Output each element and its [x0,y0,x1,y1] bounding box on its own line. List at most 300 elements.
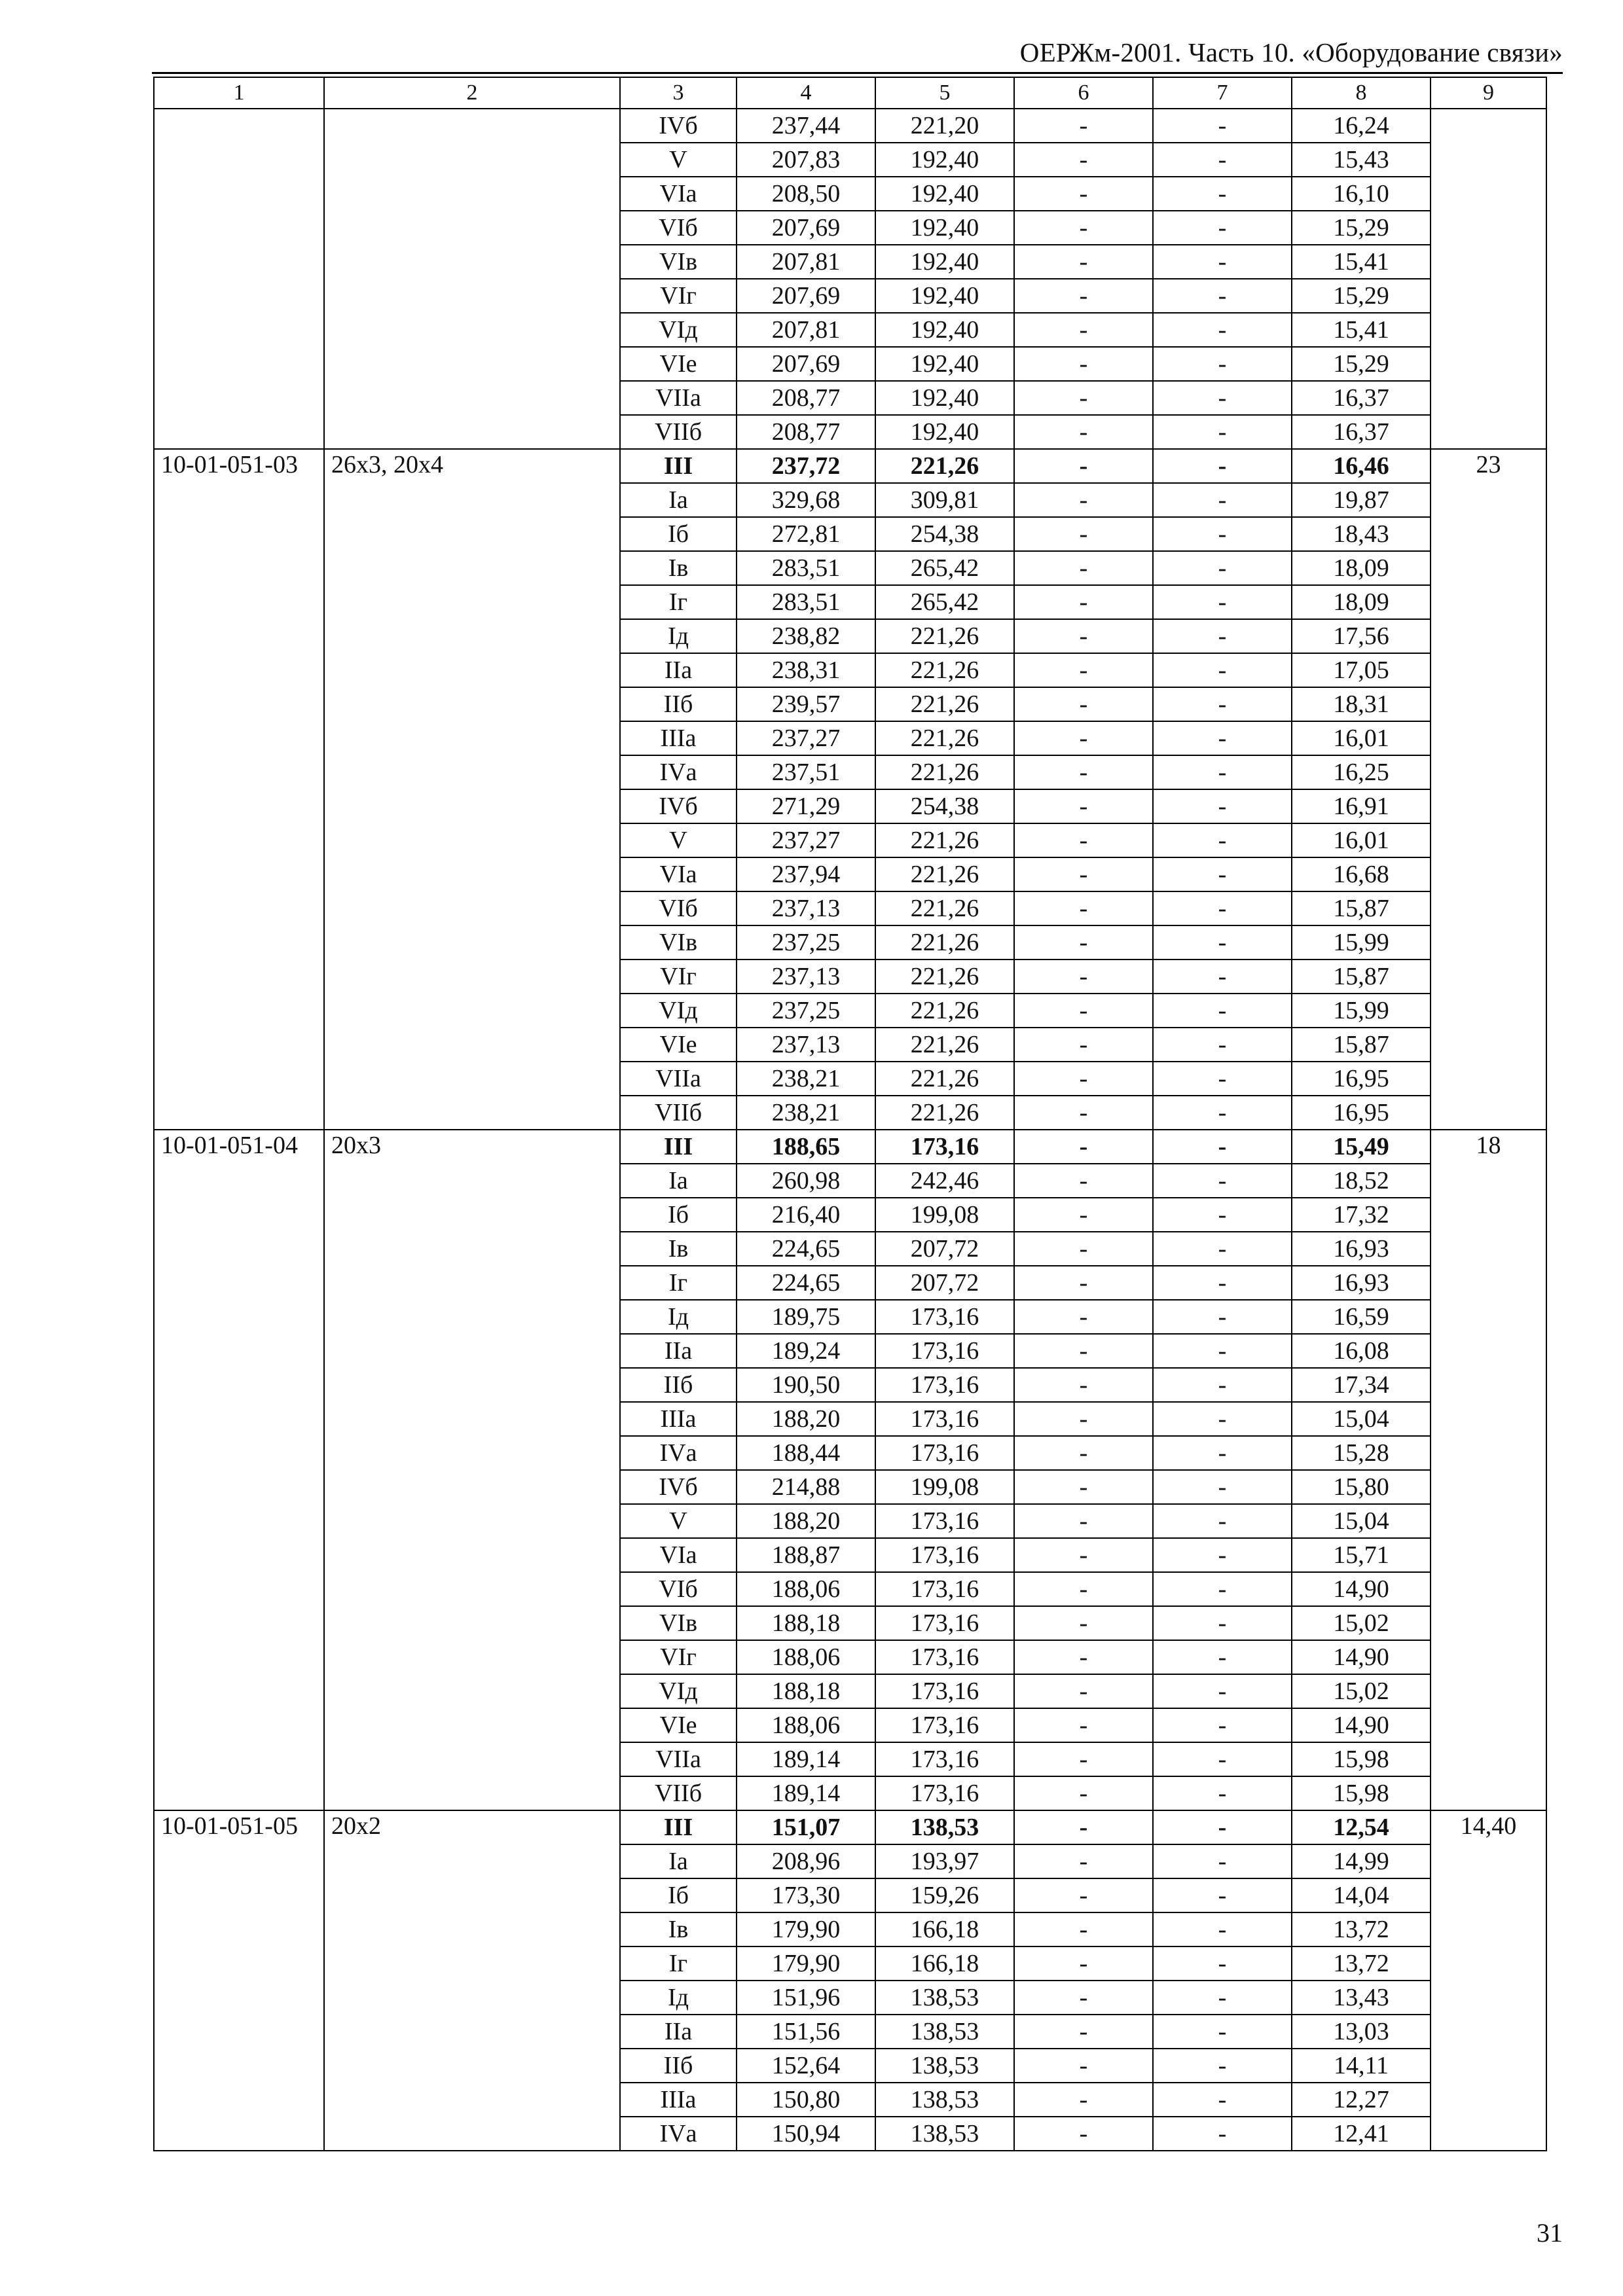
machine-cost: - [1014,2117,1153,2151]
machine-cost: - [1014,925,1153,960]
labor-cost: 221,26 [875,1028,1014,1062]
machine-cost: - [1014,1232,1153,1266]
driver-wage: - [1153,823,1292,857]
driver-wage: - [1153,313,1292,347]
materials-cost: 15,28 [1292,1436,1431,1470]
total-cost: 188,20 [737,1504,875,1538]
machine-cost: - [1014,687,1153,721]
materials-cost: 16,93 [1292,1266,1431,1300]
rate-category: VIIб [620,1096,737,1130]
labor-cost: 173,16 [875,1606,1014,1640]
materials-cost: 16,68 [1292,857,1431,891]
driver-wage: - [1153,109,1292,143]
labor-cost: 173,16 [875,1402,1014,1436]
column-number: 5 [875,77,1014,109]
rate-category: VIIа [620,1062,737,1096]
driver-wage: - [1153,2083,1292,2117]
driver-wage: - [1153,925,1292,960]
driver-wage: - [1153,789,1292,823]
rate-code [154,109,324,449]
labor-cost: 221,26 [875,755,1014,789]
labor-cost: 207,72 [875,1266,1014,1300]
rate-category: Iг [620,585,737,619]
materials-cost: 15,29 [1292,347,1431,381]
table-row [154,449,1546,483]
driver-wage: - [1153,1708,1292,1742]
total-cost: 329,68 [737,483,875,517]
total-cost: 188,65 [737,1130,875,1164]
total-cost: 239,57 [737,687,875,721]
labor-cost: 221,26 [875,994,1014,1028]
rate-category: IVа [620,2117,737,2151]
driver-wage: - [1153,1096,1292,1130]
rate-category: III [620,449,737,483]
total-cost: 188,18 [737,1606,875,1640]
rate-category: VIб [620,891,737,925]
rate-category: Iв [620,551,737,585]
machine-cost: - [1014,1981,1153,2015]
driver-wage: - [1153,1470,1292,1504]
driver-wage: - [1153,1062,1292,1096]
labor-cost: 265,42 [875,585,1014,619]
labor-cost: 173,16 [875,1368,1014,1402]
driver-wage: - [1153,755,1292,789]
machine-cost: - [1014,347,1153,381]
driver-wage: - [1153,279,1292,313]
total-cost: 208,50 [737,177,875,211]
labor-cost: 138,53 [875,1810,1014,1844]
rate-category: IVа [620,755,737,789]
rate-category: IIIа [620,721,737,755]
rate-category: IVб [620,789,737,823]
rate-category: Iа [620,1164,737,1198]
machine-cost: - [1014,721,1153,755]
materials-cost: 16,37 [1292,381,1431,415]
rate-category: IIIа [620,2083,737,2117]
labor-cost: 138,53 [875,2117,1014,2151]
rate-code: 10-01-051-04 [154,1130,324,1810]
total-cost: 238,21 [737,1096,875,1130]
rate-category: Iа [620,483,737,517]
total-cost: 207,81 [737,245,875,279]
machine-cost: - [1014,415,1153,449]
materials-cost: 15,02 [1292,1674,1431,1708]
materials-cost: 18,52 [1292,1164,1431,1198]
total-cost: 208,77 [737,415,875,449]
rate-category: IIб [620,2049,737,2083]
materials-cost: 17,05 [1292,653,1431,687]
total-cost: 237,72 [737,449,875,483]
materials-cost: 15,41 [1292,313,1431,347]
rate-category: IVб [620,109,737,143]
materials-cost: 15,87 [1292,960,1431,994]
rate-category: Iа [620,1844,737,1878]
materials-cost: 15,71 [1292,1538,1431,1572]
materials-cost: 16,95 [1292,1062,1431,1096]
machine-cost: - [1014,1436,1153,1470]
rate-category: VIг [620,279,737,313]
rate-category: VIIа [620,1742,737,1776]
machine-cost: - [1014,1810,1153,1844]
machine-cost: - [1014,211,1153,245]
machine-cost: - [1014,1844,1153,1878]
driver-wage: - [1153,211,1292,245]
driver-wage: - [1153,1572,1292,1606]
driver-wage: - [1153,1130,1292,1164]
machine-cost: - [1014,2049,1153,2083]
labor-cost: 173,16 [875,1334,1014,1368]
rate-code: 10-01-051-03 [154,449,324,1130]
rate-category: IIа [620,2015,737,2049]
driver-wage: - [1153,1232,1292,1266]
driver-wage: - [1153,1028,1292,1062]
materials-cost: 16,25 [1292,755,1431,789]
driver-wage: - [1153,1674,1292,1708]
materials-cost: 15,04 [1292,1402,1431,1436]
total-cost: 188,06 [737,1640,875,1674]
driver-wage: - [1153,1300,1292,1334]
labor-cost: 221,26 [875,1062,1014,1096]
driver-wage: - [1153,1878,1292,1912]
rate-category: V [620,143,737,177]
driver-wage: - [1153,2015,1292,2049]
machine-cost: - [1014,1300,1153,1334]
machine-cost: - [1014,1470,1153,1504]
machine-cost: - [1014,1606,1153,1640]
rate-category: VIа [620,857,737,891]
labor-cost: 138,53 [875,2083,1014,2117]
total-cost: 207,69 [737,279,875,313]
total-cost: 150,94 [737,2117,875,2151]
profile-size [324,109,620,449]
total-cost: 190,50 [737,1368,875,1402]
total-cost: 216,40 [737,1198,875,1232]
rate-category: Iб [620,517,737,551]
machine-cost: - [1014,1368,1153,1402]
materials-cost: 13,72 [1292,1946,1431,1981]
total-cost: 151,96 [737,1981,875,2015]
driver-wage: - [1153,1504,1292,1538]
labor-cost: 173,16 [875,1436,1014,1470]
materials-cost: 15,29 [1292,279,1431,313]
labor-cost: 221,26 [875,619,1014,653]
driver-wage: - [1153,245,1292,279]
column-number: 7 [1153,77,1292,109]
materials-cost: 15,49 [1292,1130,1431,1164]
materials-cost: 16,10 [1292,177,1431,211]
labor-cost: 199,08 [875,1470,1014,1504]
total-cost: 188,18 [737,1674,875,1708]
total-cost: 237,25 [737,925,875,960]
driver-wage: - [1153,1266,1292,1300]
column-number: 6 [1014,77,1153,109]
total-cost: 237,27 [737,721,875,755]
rate-category: Iд [620,1981,737,2015]
labor-cost: 221,20 [875,109,1014,143]
rate-category: IIб [620,687,737,721]
rate-category: VIг [620,1640,737,1674]
column-number: 1 [154,77,324,109]
materials-cost: 15,99 [1292,925,1431,960]
materials-cost: 16,24 [1292,109,1431,143]
driver-wage: - [1153,143,1292,177]
materials-cost: 15,02 [1292,1606,1431,1640]
materials-cost: 16,08 [1292,1334,1431,1368]
total-cost: 208,96 [737,1844,875,1878]
total-cost: 189,24 [737,1334,875,1368]
machine-cost: - [1014,1776,1153,1810]
rate-category: III [620,1130,737,1164]
machine-cost: - [1014,245,1153,279]
machine-cost: - [1014,823,1153,857]
materials-cost: 16,95 [1292,1096,1431,1130]
machine-cost: - [1014,1640,1153,1674]
labor-cost: 192,40 [875,177,1014,211]
total-cost: 179,90 [737,1912,875,1946]
labor-cost: 221,26 [875,960,1014,994]
driver-wage: - [1153,1776,1292,1810]
labor-cost: 221,26 [875,1096,1014,1130]
driver-wage: - [1153,1981,1292,2015]
driver-wage: - [1153,857,1292,891]
driver-wage: - [1153,381,1292,415]
machine-cost: - [1014,1878,1153,1912]
driver-wage: - [1153,1402,1292,1436]
rate-category: Iв [620,1232,737,1266]
total-cost: 237,13 [737,960,875,994]
rate-category: Iд [620,1300,737,1334]
page-header-title: ОЕРЖм-2001. Часть 10. «Оборудование связи» [1019,37,1563,67]
driver-wage: - [1153,891,1292,925]
machine-cost: - [1014,1504,1153,1538]
driver-wage: - [1153,1436,1292,1470]
profile-size: 26х3, 20х4 [324,449,620,1130]
driver-wage: - [1153,1368,1292,1402]
total-cost: 237,25 [737,994,875,1028]
machine-cost: - [1014,1946,1153,1981]
machine-cost: - [1014,483,1153,517]
labor-cost: 173,16 [875,1708,1014,1742]
labor-cost: 166,18 [875,1946,1014,1981]
rate-category: VIв [620,1606,737,1640]
labor-cost: 173,16 [875,1130,1014,1164]
metal-mass: 23 [1431,449,1546,1130]
materials-cost: 19,87 [1292,483,1431,517]
profile-size: 20х2 [324,1810,620,2151]
total-cost: 188,44 [737,1436,875,1470]
page-number: 31 [1537,2218,1563,2248]
driver-wage: - [1153,483,1292,517]
labor-cost: 192,40 [875,245,1014,279]
materials-cost: 14,11 [1292,2049,1431,2083]
rate-category: VIд [620,994,737,1028]
labor-cost: 221,26 [875,823,1014,857]
machine-cost: - [1014,1164,1153,1198]
machine-cost: - [1014,619,1153,653]
driver-wage: - [1153,1334,1292,1368]
materials-cost: 12,41 [1292,2117,1431,2151]
rate-category: IIа [620,1334,737,1368]
rate-category: IVа [620,1436,737,1470]
total-cost: 188,06 [737,1708,875,1742]
machine-cost: - [1014,2083,1153,2117]
rate-category: VIIб [620,415,737,449]
materials-cost: 16,01 [1292,823,1431,857]
labor-cost: 192,40 [875,381,1014,415]
driver-wage: - [1153,1912,1292,1946]
machine-cost: - [1014,1096,1153,1130]
total-cost: 237,94 [737,857,875,891]
materials-cost: 15,29 [1292,211,1431,245]
total-cost: 207,69 [737,211,875,245]
metal-mass [1431,109,1546,449]
machine-cost: - [1014,1130,1153,1164]
driver-wage: - [1153,960,1292,994]
machine-cost: - [1014,313,1153,347]
driver-wage: - [1153,1538,1292,1572]
materials-cost: 14,04 [1292,1878,1431,1912]
labor-cost: 199,08 [875,1198,1014,1232]
labor-cost: 138,53 [875,2015,1014,2049]
machine-cost: - [1014,585,1153,619]
total-cost: 207,69 [737,347,875,381]
column-number: 9 [1431,77,1546,109]
driver-wage: - [1153,449,1292,483]
machine-cost: - [1014,1198,1153,1232]
materials-cost: 14,90 [1292,1708,1431,1742]
rate-category: Iг [620,1266,737,1300]
driver-wage: - [1153,551,1292,585]
driver-wage: - [1153,1606,1292,1640]
total-cost: 272,81 [737,517,875,551]
machine-cost: - [1014,891,1153,925]
driver-wage: - [1153,585,1292,619]
driver-wage: - [1153,687,1292,721]
driver-wage: - [1153,1164,1292,1198]
machine-cost: - [1014,2015,1153,2049]
labor-cost: 221,26 [875,857,1014,891]
labor-cost: 173,16 [875,1572,1014,1606]
rate-category: IIIа [620,1402,737,1436]
driver-wage: - [1153,1640,1292,1674]
materials-cost: 12,27 [1292,2083,1431,2117]
materials-cost: 14,90 [1292,1572,1431,1606]
total-cost: 271,29 [737,789,875,823]
machine-cost: - [1014,1062,1153,1096]
materials-cost: 13,03 [1292,2015,1431,2049]
machine-cost: - [1014,653,1153,687]
machine-cost: - [1014,1742,1153,1776]
materials-cost: 16,93 [1292,1232,1431,1266]
driver-wage: - [1153,653,1292,687]
total-cost: 208,77 [737,381,875,415]
rate-category: VIд [620,313,737,347]
driver-wage: - [1153,1810,1292,1844]
column-number: 4 [737,77,875,109]
labor-cost: 173,16 [875,1742,1014,1776]
rate-category: VIв [620,925,737,960]
materials-cost: 14,99 [1292,1844,1431,1878]
labor-cost: 221,26 [875,925,1014,960]
rate-category: IVб [620,1470,737,1504]
rate-category: Iб [620,1198,737,1232]
labor-cost: 173,16 [875,1674,1014,1708]
rate-category: VIе [620,1028,737,1062]
labor-cost: 192,40 [875,347,1014,381]
materials-cost: 18,09 [1292,551,1431,585]
labor-cost: 207,72 [875,1232,1014,1266]
materials-cost: 15,99 [1292,994,1431,1028]
total-cost: 152,64 [737,2049,875,2083]
total-cost: 189,14 [737,1776,875,1810]
total-cost: 189,14 [737,1742,875,1776]
rate-category: VIг [620,960,737,994]
labor-cost: 173,16 [875,1776,1014,1810]
total-cost: 237,27 [737,823,875,857]
rate-category: IIа [620,653,737,687]
materials-cost: 15,41 [1292,245,1431,279]
column-number: 8 [1292,77,1431,109]
metal-mass: 18 [1431,1130,1546,1810]
machine-cost: - [1014,1538,1153,1572]
profile-size: 20х3 [324,1130,620,1810]
driver-wage: - [1153,415,1292,449]
labor-cost: 192,40 [875,415,1014,449]
labor-cost: 193,97 [875,1844,1014,1878]
materials-cost: 15,98 [1292,1776,1431,1810]
machine-cost: - [1014,551,1153,585]
machine-cost: - [1014,1402,1153,1436]
rate-category: VIб [620,1572,737,1606]
materials-cost: 15,80 [1292,1470,1431,1504]
materials-cost: 16,59 [1292,1300,1431,1334]
machine-cost: - [1014,789,1153,823]
rates-table [153,77,1547,2151]
labor-cost: 242,46 [875,1164,1014,1198]
machine-cost: - [1014,1266,1153,1300]
labor-cost: 173,16 [875,1640,1014,1674]
total-cost: 238,82 [737,619,875,653]
machine-cost: - [1014,143,1153,177]
total-cost: 238,31 [737,653,875,687]
total-cost: 260,98 [737,1164,875,1198]
metal-mass: 14,40 [1431,1810,1546,2151]
materials-cost: 12,54 [1292,1810,1431,1844]
table-row [154,1810,1546,1844]
total-cost: 188,20 [737,1402,875,1436]
labor-cost: 173,16 [875,1300,1014,1334]
driver-wage: - [1153,177,1292,211]
total-cost: 207,81 [737,313,875,347]
rate-category: VIIа [620,381,737,415]
machine-cost: - [1014,279,1153,313]
rate-category: VIа [620,177,737,211]
rate-category: VIе [620,1708,737,1742]
labor-cost: 138,53 [875,2049,1014,2083]
rate-category: VIб [620,211,737,245]
rate-category: V [620,823,737,857]
column-number-row [154,77,1546,109]
machine-cost: - [1014,1334,1153,1368]
machine-cost: - [1014,994,1153,1028]
column-number: 3 [620,77,737,109]
rate-category: VIд [620,1674,737,1708]
labor-cost: 309,81 [875,483,1014,517]
driver-wage: - [1153,994,1292,1028]
machine-cost: - [1014,1028,1153,1062]
materials-cost: 16,01 [1292,721,1431,755]
materials-cost: 17,56 [1292,619,1431,653]
